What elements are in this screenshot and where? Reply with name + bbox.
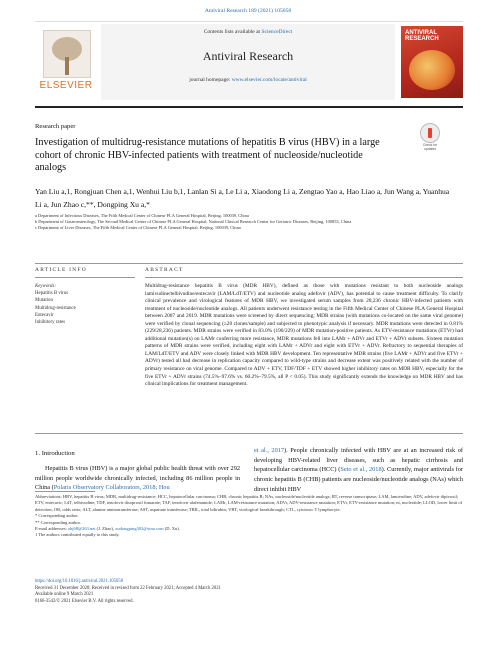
header-divider [35, 106, 463, 108]
footnote-rule [35, 491, 95, 492]
homepage-line: journal homepage: www.elsevier.com/locate/antiviral [189, 77, 307, 83]
journal-cover-image[interactable] [401, 26, 463, 98]
received-dates: Received 31 December 2020; Received in revised form 22 February 2021; Accepted 4 March 2021 [35, 585, 221, 591]
keyword: Mutation [35, 298, 53, 304]
journal-title[interactable]: Antiviral Research [202, 49, 294, 63]
available-online: Available online 9 March 2021 [35, 592, 94, 598]
affiliation-c: c Department of Liver Diseases, The Fifth Medical Center of Chinese PLA General Hospital, Beijing, 100039, China [35, 225, 241, 231]
citation-link[interactable]: et al., 2017 [254, 447, 285, 454]
affiliation-b: b Department of Gastroenterology, The Second Medical Center of Chinese PLA General Hospital, National Clinical Research Center for Geriatric Diseases, Beijing, 100853, China [35, 219, 352, 225]
email-link[interactable]: zhj68@263.net [68, 526, 96, 532]
keywords-label: Keywords: [35, 284, 57, 289]
elsevier-logo[interactable] [35, 28, 97, 98]
footnotes [35, 494, 463, 539]
abstract-bottom-rule [35, 433, 463, 434]
intro-heading: 1. Introduction [35, 450, 75, 457]
publisher-logo-text: ELSEVIER [39, 80, 93, 91]
intro-right-column: et al., 2017). People chronically infected with HBV are at an increased risk of developing HBV-related liver diseases, such as hepatic cirrhosis and hepatocellular carcinoma (HCC) (Seto et al., 2018). Currently, major antivirals for chronic hepatitis B (CHB) patients are nucleoside/nucleotide analogs (NAs) which direct inhibit HBV [254, 447, 463, 493]
contents-line: Contents lists available at ScienceDirect [203, 29, 293, 35]
copyright: 0166-3542/© 2021 Elsevier B.V. All rights reserved. [35, 598, 134, 604]
section-divider [35, 263, 463, 264]
crossmark-button[interactable] [420, 123, 440, 151]
article-info-label: ARTICLE INFO [35, 267, 87, 273]
corresponding-author-note: * Corresponding author. [35, 513, 79, 519]
elsevier-tree-icon [43, 30, 91, 78]
crossmark-icon [420, 123, 440, 143]
sciencedirect-link[interactable]: ScienceDirect [261, 29, 293, 35]
journal-reference[interactable]: Antiviral Research 189 (2021) 105058 [204, 8, 292, 14]
keyword: Inhibitory rates [35, 320, 66, 326]
paper-type: Research paper [35, 123, 76, 130]
affiliations [35, 213, 455, 232]
author-list: Yan Liu a,1, Rongjuan Chen a,1, Wenhui Liu b,1, Lanlan Si a, Le Li a, Xiaodong Li a, Zengtao Yao a, Hao Liao a, Jun Wang a, Yuanhua Li a, Jun Zhao c,**, Dongping Xu a,* [35, 187, 450, 209]
keywords-block [35, 283, 135, 326]
crossmark-label: Check for updates [422, 143, 438, 151]
citation-link[interactable]: Seto et al., 2018 [340, 466, 382, 474]
equal-contribution-note: 1 The authors contributed equally to this study. [35, 532, 120, 538]
abstract-label: ABSTRACT [145, 267, 184, 273]
journal-header [35, 21, 463, 104]
affiliation-a: a Department of Infectious Diseases, The Fifth Medical Center of Chinese PLA General Hospital, Beijing, 100039, China [35, 213, 249, 218]
intro-left-column: Hepatitis B virus (HBV) is a major global public health threat with over 292 million people worldwide chronically infected, including 86 million people in China (Polaris Observatory Collaborators, 2018; Hou [35, 465, 240, 492]
cover-virus-icon [409, 50, 455, 90]
article-history [35, 579, 463, 605]
cover-title: ANTIVIRAL RESEARCH [405, 30, 439, 42]
citation-link[interactable]: Polaris Observatory Collaborators, 2018; Hou [53, 484, 170, 492]
email-addresses: E-mail addresses: zhj68@263.net (J. Zhao), xudongping302@sina.com (D. Xu). [35, 526, 180, 532]
abstract-text: Multidrug-resistance hepatitis B virus (MDR HBV), defined as those with mutations resistant to both nucleoside analogs lamivudine/telbivudine/entecavir (LAM/LdT/ETV) and nucleotide analog adefovir (ADV), has potential to cause treatment difficulty. To clarify clinical prevalence and virological features of MDR HBV, we investigated serum samples from 28,236 chronic HBV-infected patients with treatment of nucleoside/nucleotide analogs. All patients underwent resistance testing in the Fifth Medical Center of Chinese PLA General Hospital between 2007 and 2019. MDR mutations were screened by direct sequencing; MDR strains (with mutations co-located on the same viral genome) were verified by clonal sequencing (≥20 clones/sample) and subjected to phenotypic analysis if necessary. MDR mutations were detected in 0.81% (229/28,236) patients. MDR strains were verified in 83.0% (190/229) of MDR mutation-positive patients. As ETV-resistance mutations (ETVr) had additional mutation(s) on LAMr conferring more resistance, MDR mutations fell into LAMr + ADVr and ETVr + ADVr subsets. Sixteen mutation patterns of MDR strains were verified, including eight with LAMr + ADVr and eight with ETVr + ADVr. Refractory to sequential therapies of LAM/LdT/ETV and ADV were closely linked with MDR HBV development. Ten representative MDR strains (five LAMr + ADVr and five ETVr + ADVr) tested all had decrease in replication capacity compared to wild-type strains and decrease extent was positively related with the number of primary resistance on viral genome. Compared to ADV + ETV, TDF/TDF + ETV showed higher inhibitory rates on MDR HBV, especially for the five ETVr + ADVr strains (74.5%–97.6% vs. 60.2%–79.5%, all P < 0.05). This study significantly extends the knowledge on MDR HBV and has clinical implications for treatment management. [145, 283, 463, 388]
abbreviations: Abbreviations: HBV, hepatitis B virus; MDR, multidrug-resistance; HCC, hepatocellular carcinoma; CHB, chronic hepatitis B; NAs, nucleoside/nucleotide analogs; RT, reverse transcriptase; LAM, lamivudine; ADV, adefovir dipivoxil; ETV, entecavir; LdT, telbivudine; TDF, tenofovir disoproxil fumarate; TAF, tenofovir alafenamide; LAMr, LAM-resistance mutation; ADVr, ADV-resistance mutation; ETVr, ETV-resistance mutation; nt, nucleotide; LLOD, lower limit of detection; OR, odds ratio; ALT, alanine aminotransferase; AST, aspartate transferase; TBIL, total bilirubin; VBT, virological breakthrough; CTL, cytotoxic T lymphocyte. [35, 494, 463, 512]
corresponding-author-note: ** Corresponding author. [35, 519, 81, 525]
keyword: Hepatitis B virus [35, 291, 69, 297]
abstract-rule [145, 277, 463, 278]
article-title: Investigation of multidrug-resistance mutations of hepatitis B virus (HBV) in a large cohort of chronic HBV-infected patients with treatment of nucleoside/nucleotide analogs [35, 137, 380, 173]
article-info-rule [35, 277, 135, 278]
doi-link[interactable]: https://doi.org/10.1016/j.antiviral.2021.105058 [35, 579, 124, 584]
journal-banner [101, 24, 395, 100]
homepage-link[interactable]: www.elsevier.com/locate/antiviral [231, 77, 307, 83]
keyword: Entecavir [35, 312, 54, 318]
email-link[interactable]: xudongping302@sina.com [115, 526, 164, 532]
keyword: Multidrug-resistance [35, 305, 76, 311]
